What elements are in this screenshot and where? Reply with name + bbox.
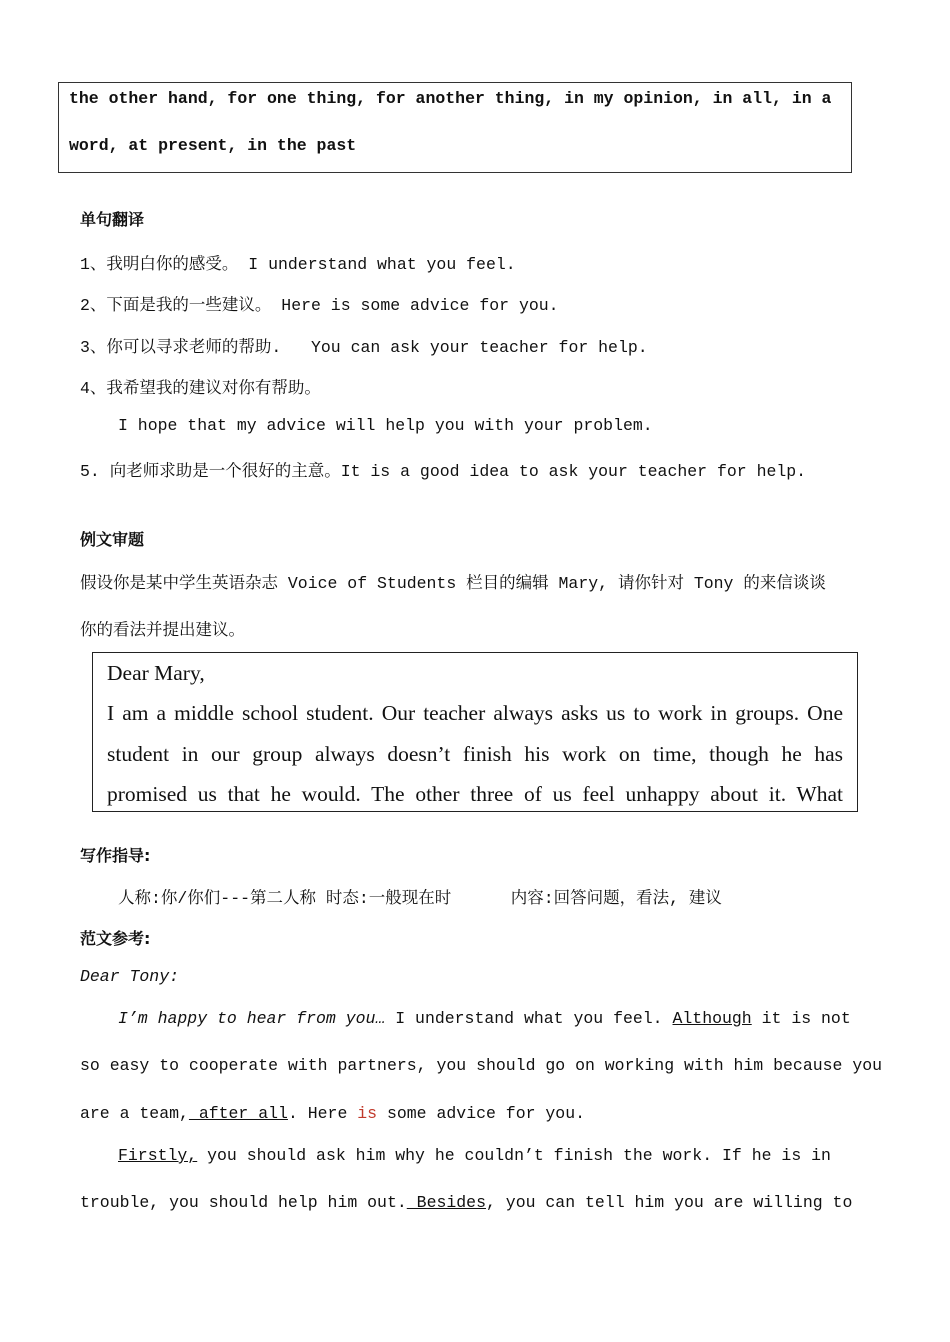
translation-item-4-answer: I hope that my advice will help you with your problem. xyxy=(118,416,653,435)
example-prompt-line-1: 假设你是某中学生英语杂志 Voice of Students 栏目的编辑 Mary, 请你针对 Tony 的来信谈谈 xyxy=(80,574,826,593)
model-paragraph-1-line-2: so easy to cooperate with partners, you should go on working with him because you xyxy=(80,1056,883,1075)
model-underlined-firstly: Firstly, xyxy=(118,1146,198,1165)
model-paragraph-2-line-1 xyxy=(118,1146,831,1165)
letter-line-3: promised us that he would. The other three of us feel unhappy about it. What xyxy=(107,782,843,806)
model-opening-phrase: I’m happy to hear from you… xyxy=(118,1009,386,1028)
translation-item-4: 4、我希望我的建议对你有帮助。 xyxy=(80,379,321,398)
translation-item-5: 5. 向老师求助是一个很好的主意。It is a good idea to ask your teacher for help. xyxy=(80,462,807,481)
model-paragraph-1-line-3 xyxy=(80,1104,585,1123)
model-salutation: Dear Tony: xyxy=(80,967,180,986)
phrase-box xyxy=(58,82,852,173)
model-text: it is not xyxy=(751,1009,851,1028)
model-text: some advice for you. xyxy=(377,1104,586,1123)
letter-line-1: I am a middle school student. Our teacher always asks us to work in groups. One xyxy=(107,701,843,725)
model-underlined-after-all: after all xyxy=(188,1104,288,1123)
model-highlight-is: is xyxy=(357,1104,378,1123)
guidance-text: 人称:你/你们---第二人称 时态:一般现在时 内容:回答问题，看法, 建议 xyxy=(118,889,722,908)
phrase-line-1: the other hand, for one thing, for another thing, in my opinion, in all, in a xyxy=(69,89,832,108)
translation-item-3: 3、你可以寻求老师的帮助. You can ask your teacher for help. xyxy=(80,338,648,357)
model-text: you should ask him why he couldn’t finish the work. If he is xyxy=(197,1146,812,1165)
model-paragraph-1-line-1 xyxy=(118,1009,851,1028)
translation-item-2: 2、下面是我的一些建议。 Here is some advice for you. xyxy=(80,296,559,315)
guidance-heading: 写作指导: xyxy=(80,846,151,865)
model-text: . Here xyxy=(287,1104,358,1123)
translation-heading: 单句翻译 xyxy=(80,210,145,229)
example-heading: 例文审题 xyxy=(80,530,145,549)
letter-box xyxy=(92,652,858,812)
letter-salutation: Dear Mary, xyxy=(107,661,205,685)
model-text: are a team, xyxy=(80,1104,189,1123)
phrase-line-2: word, at present, in the past xyxy=(69,136,357,155)
model-underlined-although: Although xyxy=(672,1009,752,1028)
example-prompt-line-2: 你的看法并提出建议。 xyxy=(80,621,245,640)
translation-item-1: 1、我明白你的感受。 I understand what you feel. xyxy=(80,255,516,274)
model-heading: 范文参考: xyxy=(80,929,151,948)
model-text: I understand what you feel. xyxy=(385,1009,673,1028)
model-paragraph-2-line-2 xyxy=(80,1193,852,1212)
model-text: , you can tell him you are willing to xyxy=(485,1193,853,1212)
model-text: in xyxy=(811,1146,831,1165)
letter-line-2: student in our group always doesn’t finish his work on time, though he has xyxy=(107,742,843,766)
model-underlined-besides: Besides xyxy=(406,1193,486,1212)
model-text: trouble, you should help him out. xyxy=(80,1193,407,1212)
